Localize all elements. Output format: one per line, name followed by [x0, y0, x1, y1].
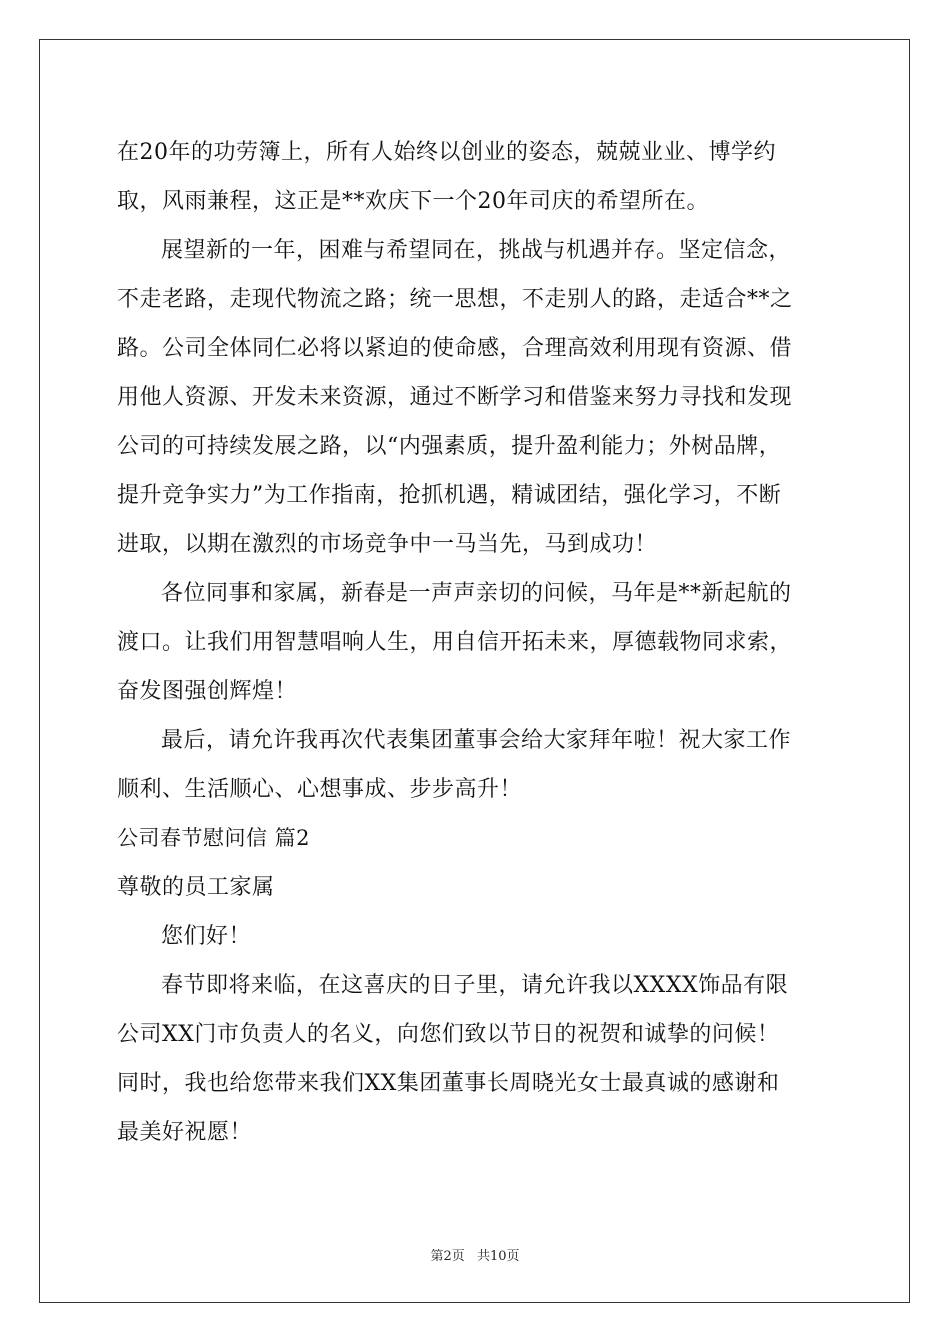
page-footer — [0, 1245, 950, 1264]
text-line: 公司XX门市负责人的名义，向您们致以节日的祝贺和诚挚的问候！ — [117, 1022, 780, 1047]
document-body — [117, 128, 837, 1157]
salutation: 尊敬的员工家属 — [117, 875, 275, 900]
text-line: 顺利、生活顺心、心想事成、步步高升！ — [117, 777, 523, 802]
text-line: 最美好祝愿！ — [117, 1120, 253, 1145]
text-line: 提升竞争实力”为工作指南，抢抓机遇，精诚团结，强化学习，不断 — [117, 483, 782, 508]
text-line: 展望新的一年，困难与希望同在，挑战与机遇并存。坚定信念， — [161, 238, 792, 263]
text-line: 各位同事和家属，新春是一声声亲切的问候，马年是**新起航的 — [161, 581, 792, 606]
text-line: 同时，我也给您带来我们XX集团董事长周晓光女士最真诚的感谢和 — [117, 1071, 780, 1096]
text-line: 春节即将来临，在这喜庆的日子里，请允许我以XXXX饰品有限 — [161, 973, 789, 998]
greeting: 您们好！ — [161, 924, 252, 949]
text-line: 路。公司全体同仁必将以紧迫的使命感，合理高效利用现有资源、借 — [117, 336, 793, 361]
text-line: 取，风雨兼程，这正是**欢庆下一个20年司庆的希望所在。 — [117, 189, 709, 214]
text-line: 公司的可持续发展之路，以“内强素质，提升盈利能力；外树品牌， — [117, 434, 782, 459]
text-line: 用他人资源、开发未来资源，通过不断学习和借鉴来努力寻找和发现 — [117, 385, 793, 410]
text-line: 奋发图强创辉煌！ — [117, 679, 298, 704]
text-line: 在20年的功劳簿上，所有人始终以创业的姿态，兢兢业业、博学约 — [117, 140, 776, 165]
page-total: 共10页 — [476, 1249, 520, 1264]
text-line: 进取，以期在激烈的市场竞争中一马当先，马到成功！ — [117, 532, 658, 557]
section-heading: 公司春节慰问信 篇2 — [117, 826, 311, 850]
text-line: 渡口。让我们用智慧唱响人生，用自信开拓未来，厚德载物同求索， — [117, 630, 793, 655]
text-line: 最后，请允许我再次代表集团董事会给大家拜年啦！祝大家工作 — [161, 728, 792, 753]
text-line: 不走老路，走现代物流之路；统一思想，不走别人的路，走适合**之 — [117, 287, 793, 312]
page-number: 第2页 — [430, 1249, 465, 1264]
